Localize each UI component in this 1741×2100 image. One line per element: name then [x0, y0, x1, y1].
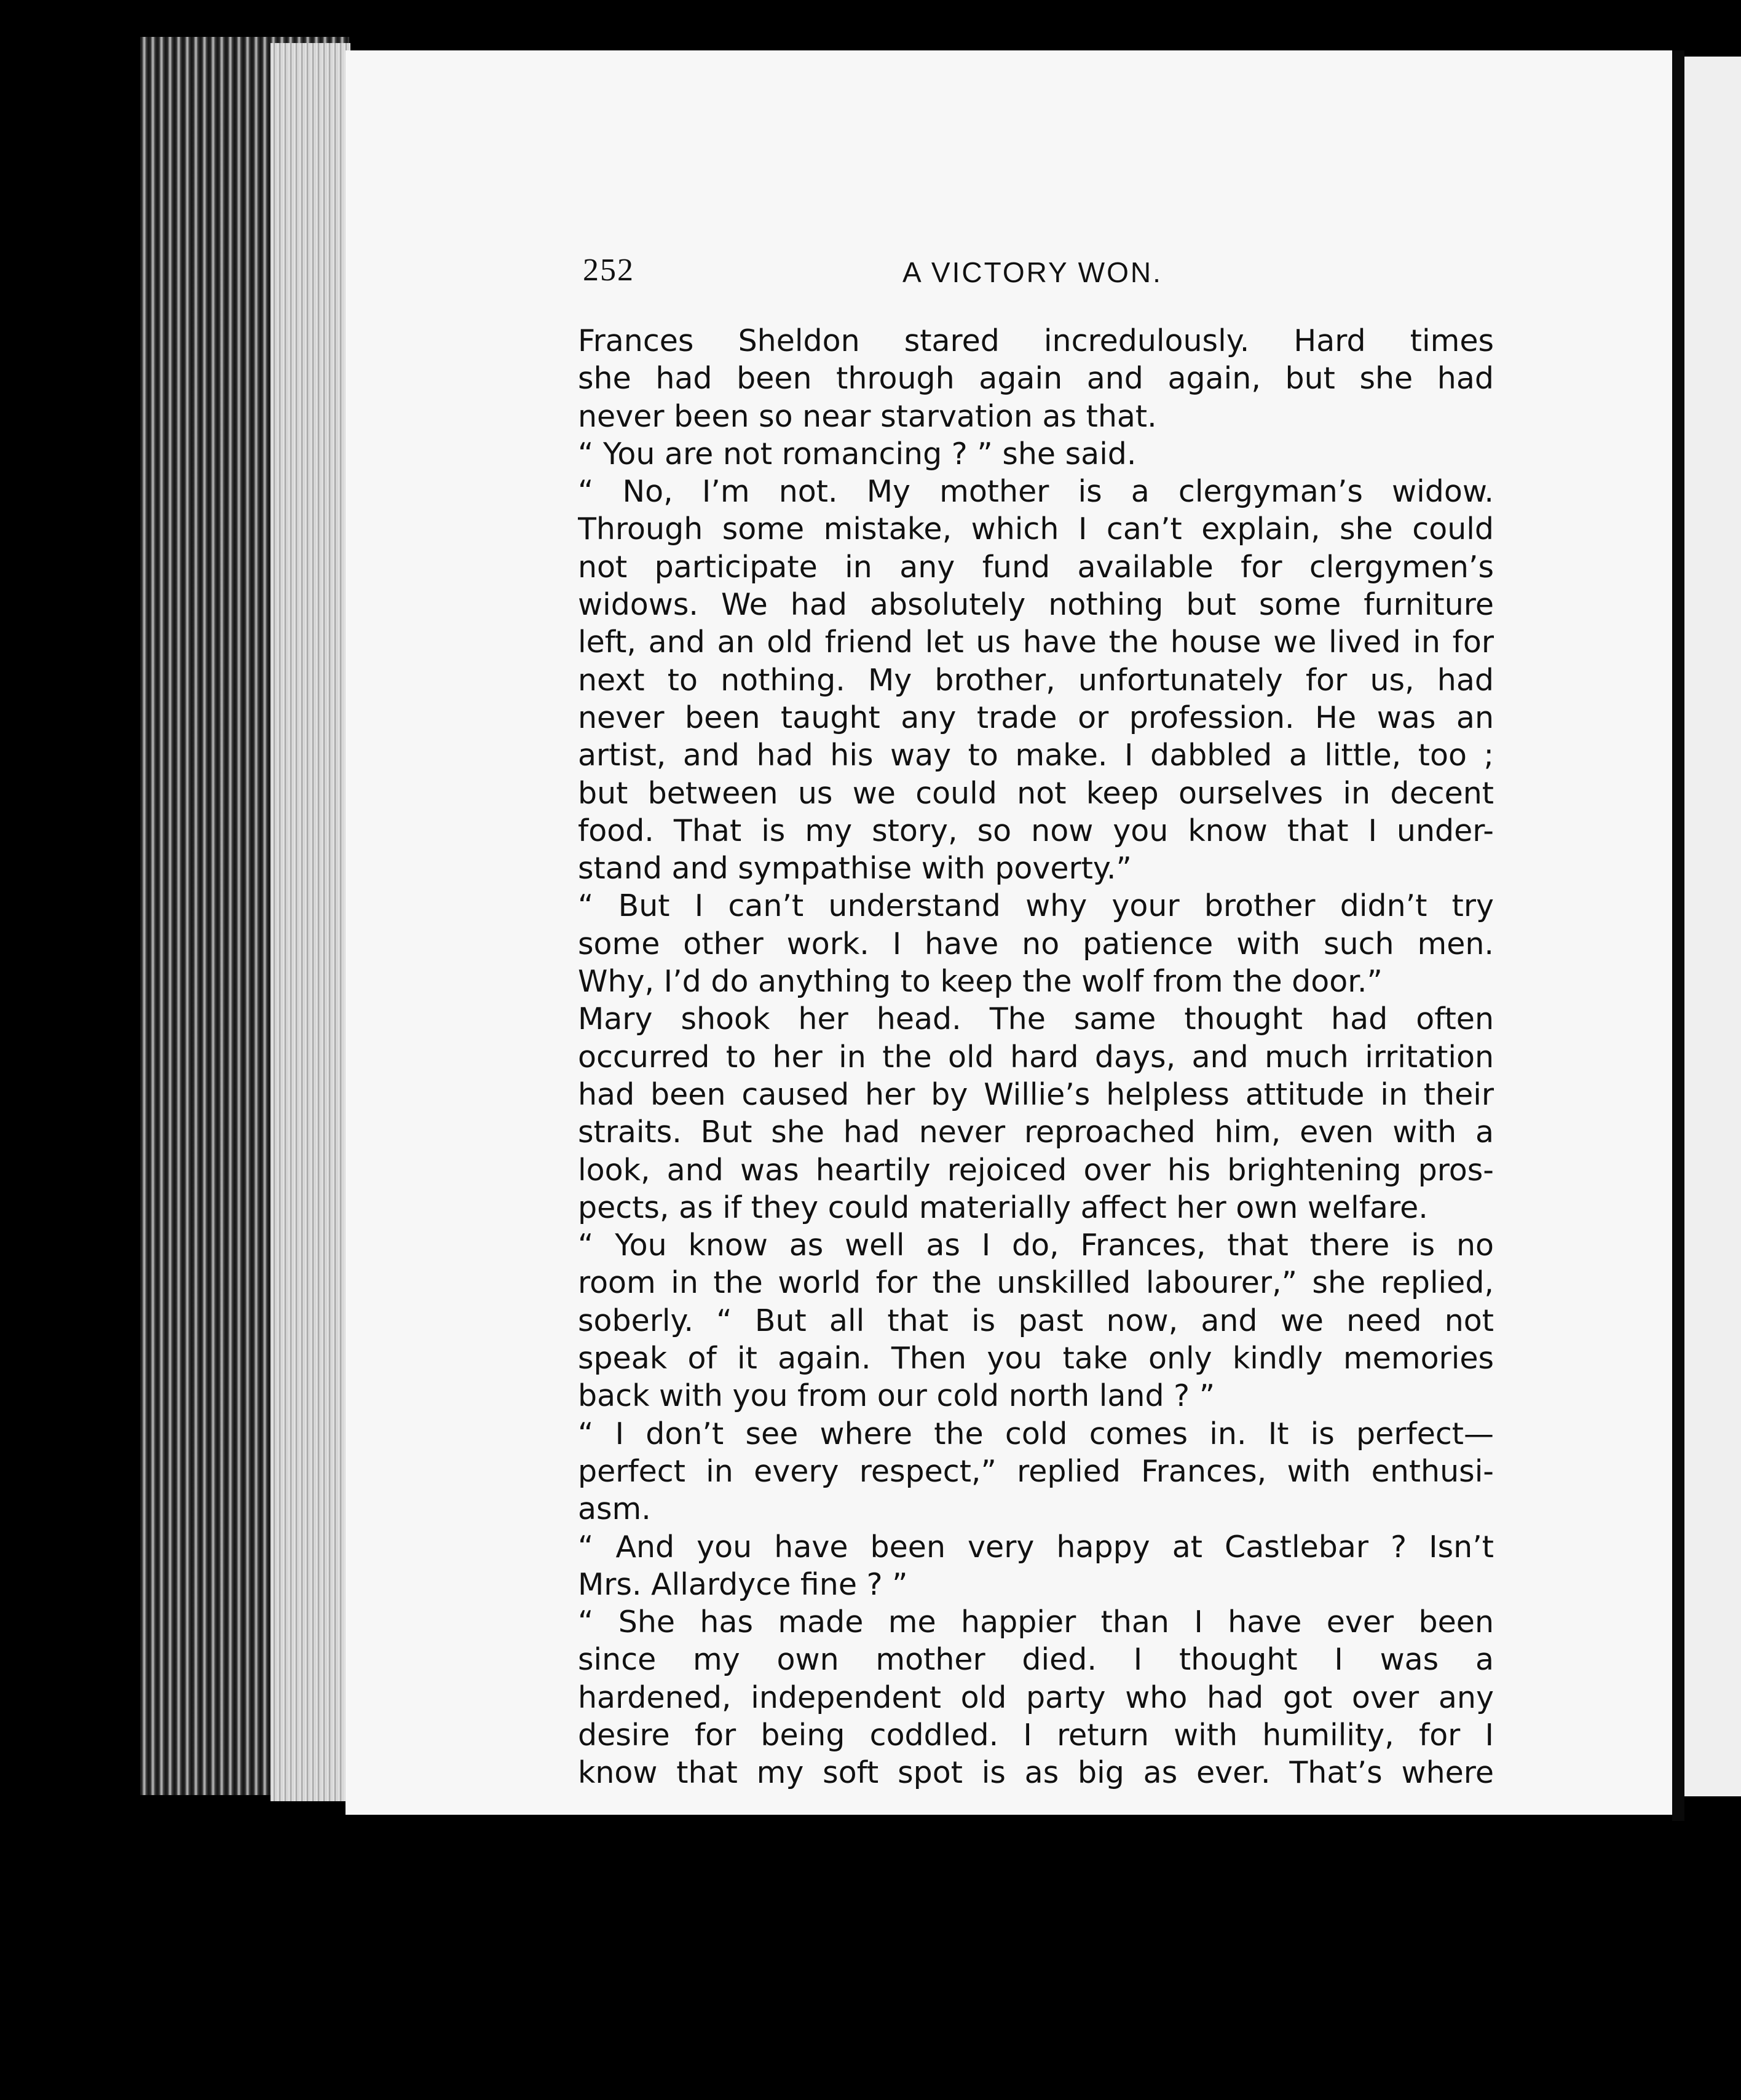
- text-line: back with you from our cold north land ? ”: [578, 1378, 1215, 1414]
- text-line: stand and sympathise with poverty.”: [578, 851, 1132, 886]
- text-line: “ She has made me happier than I have ever been: [578, 1605, 1494, 1640]
- text-line: Why, I’d do anything to keep the wolf from the door.”: [578, 964, 1383, 1000]
- text-line: occurred to her in the old hard days, and much irritation: [578, 1039, 1494, 1075]
- text-line: perfect in every respect,” replied Frances, with enthusi-: [578, 1453, 1494, 1489]
- text-line: desire for being coddled. I return with humility, for I: [578, 1717, 1494, 1753]
- text-line: look, and was heartily rejoiced over his brightening pros-: [578, 1152, 1494, 1188]
- text-line: “ But I can’t understand why your brother didn’t try: [578, 888, 1494, 924]
- text-line: not participate in any fund available for clergymen’s: [578, 549, 1494, 585]
- text-line: Mary shook her head. The same thought had often: [578, 1001, 1494, 1037]
- text-line: some other work. I have no patience with such men.: [578, 926, 1494, 961]
- text-line: speak of it again. Then you take only kindly memories: [578, 1341, 1494, 1376]
- facing-page-edge: [1684, 57, 1741, 1796]
- page-number: 252: [583, 253, 634, 288]
- page-header: [583, 252, 1499, 301]
- text-line: next to nothing. My brother, unfortunately for us, had: [578, 662, 1494, 698]
- text-line: pects, as if they could materially affect her own welfare.: [578, 1190, 1428, 1225]
- text-line: Frances Sheldon stared incredulously. Hard times: [578, 323, 1494, 358]
- text-line: soberly. “ But all that is past now, and we need not: [578, 1303, 1494, 1338]
- text-line: “ You are not romancing ? ” she said.: [578, 436, 1137, 472]
- text-line: had been caused her by Willie’s helpless attitude in their: [578, 1076, 1494, 1112]
- text-line: widows. We had absolutely nothing but some furniture: [578, 587, 1494, 623]
- text-line: room in the world for the unskilled labourer,” she replied,: [578, 1265, 1494, 1301]
- body-text: [578, 322, 1494, 1792]
- text-line: straits. But she had never reproached him, even with a: [578, 1115, 1494, 1150]
- text-line: since my own mother died. I thought I was a: [578, 1642, 1494, 1678]
- text-line: never been taught any trade or profession. He was an: [578, 700, 1494, 735]
- text-line: left, and an old friend let us have the house we lived in for: [578, 625, 1494, 660]
- text-line: “ You know as well as I do, Frances, that there is no: [578, 1228, 1494, 1263]
- text-line: she had been through again and again, but she had: [578, 361, 1494, 397]
- text-line: asm.: [578, 1491, 651, 1527]
- text-line: Through some mistake, which I can’t explain, she could: [578, 511, 1494, 547]
- running-title: A VICTORY WON.: [902, 256, 1163, 288]
- text-line: “ And you have been very happy at Castlebar ? Isn’t: [578, 1529, 1494, 1565]
- text-line: artist, and had his way to make. I dabbled a little, too ;: [578, 738, 1494, 773]
- text-line: “ No, I’m not. My mother is a clergyman’s widow.: [578, 474, 1494, 510]
- text-line: never been so near starvation as that.: [578, 398, 1157, 434]
- text-line: “ I don’t see where the cold comes in. It is perfect—: [578, 1416, 1494, 1451]
- gutter-shadow: [1672, 50, 1684, 1821]
- text-line: Mrs. Allardyce fine ? ”: [578, 1566, 908, 1602]
- text-line: know that my soft spot is as big as ever. That’s where: [578, 1755, 1494, 1791]
- text-line: hardened, independent old party who had got over any: [578, 1680, 1494, 1715]
- text-line: but between us we could not keep ourselves in decent: [578, 775, 1494, 811]
- book-page-edges-inner: [270, 43, 350, 1801]
- text-line: food. That is my story, so now you know that I under-: [578, 813, 1494, 848]
